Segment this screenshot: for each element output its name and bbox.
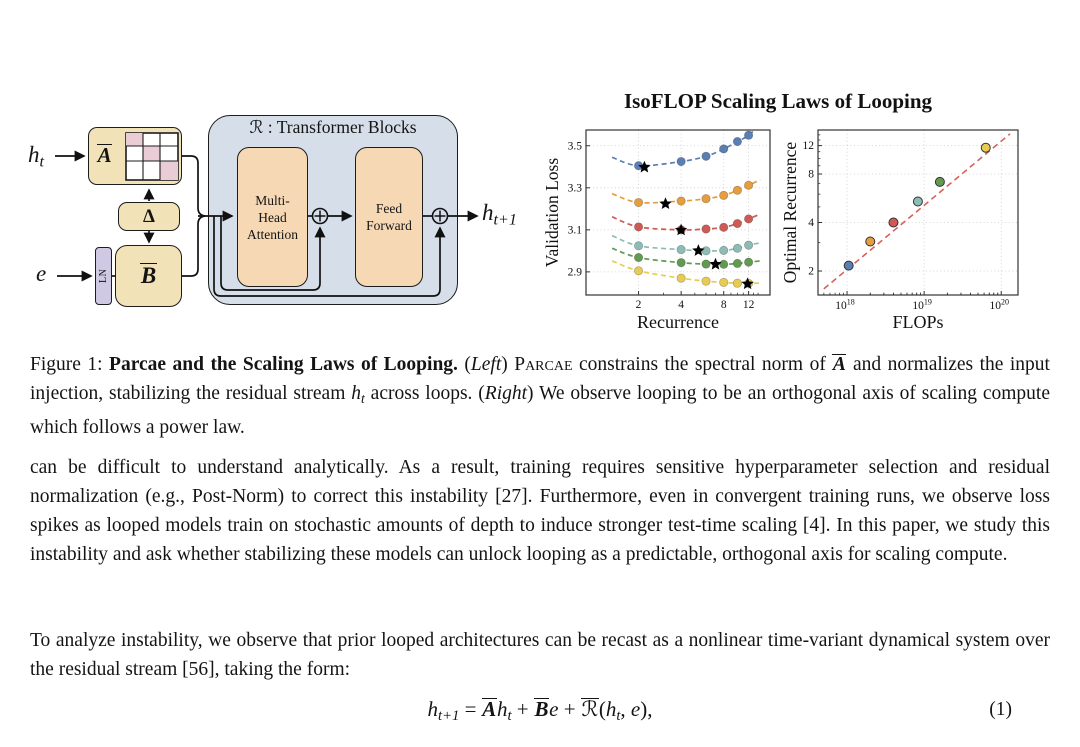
figure-caption: Figure 1: Parcae and the Scaling Laws of Looping. (Left) Parcae constrains the spectral norm of A and normalizes the input injection, stabilizing the residual stream $h_t$ across loops. (Right) We observe looping to be an orthogonal axis of scaling compute which follows a power law.: [30, 354, 1051, 438]
svg-text:3.5: 3.5: [567, 140, 582, 153]
ff-label-line: Feed: [375, 201, 403, 216]
svg-text:12: 12: [802, 140, 814, 153]
svg-text:Recurrence: Recurrence: [637, 312, 719, 332]
svg-text:12: 12: [742, 299, 755, 311]
svg-text:3.3: 3.3: [567, 182, 582, 195]
svg-text:Optimal Recurrence: Optimal Recurrence: [780, 141, 800, 284]
hidden-state-output-label: $h_{t+1}$: [482, 200, 517, 229]
B-matrix-label: B: [140, 262, 157, 288]
layer-norm-label: LN: [98, 268, 109, 284]
embedding-input-label: e: [36, 261, 47, 286]
isoflop-scaling-charts: [538, 86, 1078, 336]
add-icon: [433, 209, 448, 224]
svg-text:1020: $10^{20}$: [989, 297, 1009, 312]
add-icon: [313, 209, 328, 224]
input-injection-B-box: [115, 245, 182, 307]
equation-number: (1): [989, 699, 1012, 720]
mha-label-line: Multi-: [255, 192, 290, 208]
A-matrix-label: A: [97, 143, 112, 167]
block-diagonal-matrix-icon: [125, 132, 179, 181]
svg-text:4: 4: [678, 299, 685, 311]
svg-text:2: 2: [635, 299, 642, 311]
layer-norm-box: [95, 247, 112, 305]
svg-text:8: 8: [720, 299, 727, 311]
equation-1: [30, 697, 1050, 725]
svg-text:2: 2: [808, 265, 814, 278]
line-B-merge: [182, 216, 205, 276]
svg-text:1019: $10^{19}$: [912, 297, 932, 312]
delta-box: [118, 202, 180, 231]
svg-text:3.1: 3.1: [567, 224, 582, 237]
svg-text:Validation Loss: Validation Loss: [542, 157, 562, 268]
feed-forward-box: [355, 147, 423, 287]
body-paragraph-2: To analyze instability, we observe that prior looped architectures can be recast as a nonlinear time-variant dynamical system over the residual stream [56], taking the form:: [30, 630, 1050, 680]
svg-text:1018: $10^{18}$: [835, 297, 855, 312]
ff-label-line: Forward: [366, 218, 412, 233]
hidden-state-input-label: $h_t$: [28, 142, 44, 171]
parcae-architecture-diagram: [25, 95, 530, 325]
transformer-blocks-title: ℛ : Transformer Blocks: [249, 117, 417, 137]
state-transition-A-box: [88, 127, 182, 185]
svg-text:4: 4: [808, 217, 814, 230]
svg-text:FLOPs: FLOPs: [892, 312, 944, 332]
svg-text:8: 8: [808, 168, 814, 181]
mha-label-line: Head: [258, 209, 287, 225]
multi-head-attention-box: [237, 147, 308, 287]
line-A-merge: [182, 156, 205, 216]
svg-text:IsoFLOP Scaling Laws of Loopin: IsoFLOP Scaling Laws of Looping: [623, 89, 933, 113]
body-paragraph-1: can be difficult to understand analytically. As a result, training requires sensitive hyperparameter selection and residual normalization (e.g., Post-Norm) to correct this instability [27]. Furthermore, even in convergent training runs, we observe loss spikes as looped models train on stochastic amounts of depth to induce stronger test-time scaling [4]. In this paper, we study this instability and ask whether stabilizing these models can unlock looping as a predictable, orthogonal axis for scaling compute.: [30, 457, 1050, 565]
equation-body: $h_{t+1} = Ah_t + Be$ + $ℛ(h_t$, e),: [427, 697, 653, 725]
mha-label-line: Attention: [247, 226, 298, 242]
delta-label: Δ: [143, 205, 155, 227]
svg-text:2.9: 2.9: [567, 266, 582, 279]
